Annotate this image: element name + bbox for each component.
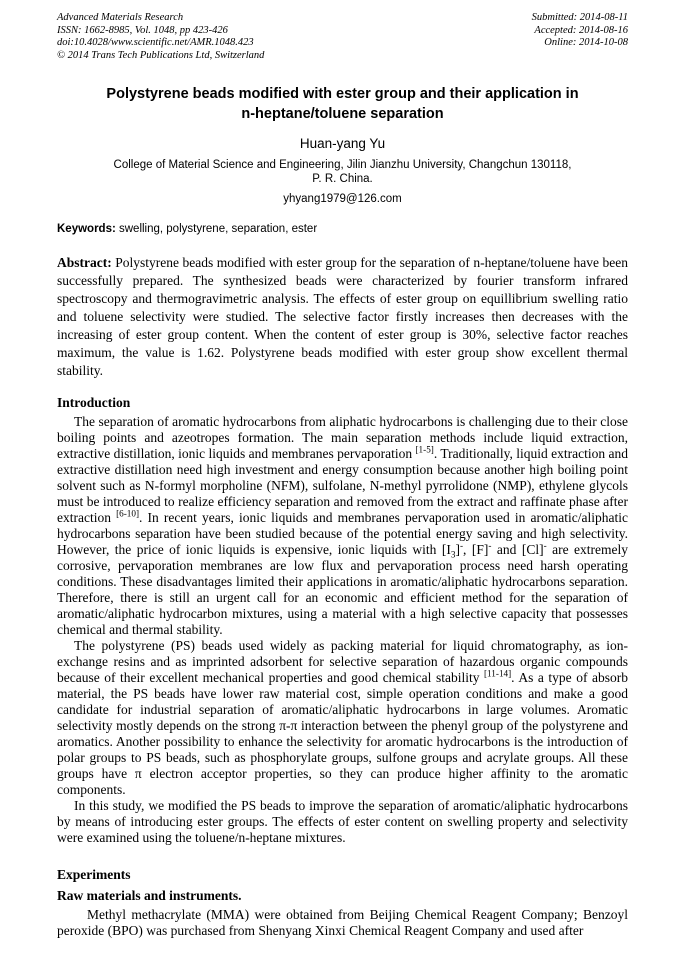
affiliation-line-2: P. R. China. bbox=[312, 172, 373, 185]
paper-title bbox=[57, 84, 628, 124]
submitted-date: Submitted: 2014-08-11 bbox=[531, 12, 628, 23]
journal-header bbox=[57, 12, 628, 63]
introduction-paragraph-1: The separation of aromatic hydrocarbons from aliphatic hydrocarbons is challenging due to their close boiling points and azeotropes formation. The main separation methods include liquid extraction, extractive distillation, ionic liquids and membranes pervaporation [1-5]. Traditionally, liquid extraction and extractive distillation need high investment and energy consumption because another high boiling point solvent such as N-formyl morpholine (NFM), sulfolane, N-methyl pyrrolidone (NMP), ethylene glycols must be introduced to realize efficiency separation and removed from the extract and raffinate phase after extraction [6-10]. In recent years, ionic liquids and membranes pervaporation used in aromatic/aliphatic hydrocarbons separation have been studied because of the potential energy saving and high selectivity. However, the price of ionic liquids is expensive, ionic liquids with $[I_3]^-$, [F]- and [Cl]- are extremely corrosive, pervaporation membranes are low flux and pervaporation process need harsh operating conditions. These disadvantages limited their applications in aromatic/aliphatic hydrocarbons separation. Therefore, there is still an urgent call for an economic and efficient method for the separation of aromatic/aliphatic hydrocarbon mixtures, using a material with a high selective capacity that possesses chemical and thermal stability. bbox=[57, 413, 628, 637]
author-name: Huan-yang Yu bbox=[299, 135, 386, 151]
online-date: Online: 2014-10-08 bbox=[544, 37, 628, 49]
experiments-paragraph-1: Methyl methacrylate (MMA) were obtained from Beijing Chemical Reagent Company; Benzoyl peroxide (BPO) was purchased from Shenyang Xinxi Chemical Reagent Company and used after bbox=[57, 906, 628, 938]
affiliation bbox=[57, 158, 628, 186]
abstract-paragraph: Abstract: Polystyrene beads modified with ester group for the separation of n-heptane/toluene have been successfully prepared. The synthesized beads were characterized by fourier transform infrared spectroscopy and thermogravimetric analysis. The effects of ester group on equillibrium swelling ratio and toluene selectivity were studied. The selective factor firstly increases then decreases with the increasing of ester group content. When the content of ester group is 30%, selective factor reaches maximum, the value is 1.62. Polystyrene beads modified with ester group show excellent thermal stability. bbox=[57, 254, 628, 378]
journal-issn: ISSN: 1662-8985, Vol. 1048, pp 423-426 bbox=[57, 24, 228, 36]
journal-copyright: © 2014 Trans Tech Publications Ltd, Switzerland bbox=[57, 50, 265, 62]
introduction-paragraph-2: The polystyrene (PS) beads used widely as packing material for liquid chromatography, as ion-exchange resins and as imprinted adsorbent for selective separation of hazardous organic compounds because of their excellent mechanical properties and good chemical stability [11-14]. As a type of absorb material, the PS beads have lower raw material cost, simple operation conditions and make a good candidate for industrial separation of aromatic/aliphatic hydrocarbons in large volumes. Aromatic selectivity mostly depends on the strong π-π interaction between the phenyl group of the polystyrene and aromatics. Another possibility to enhance the selectivity for aromatic hydrocarbons is the introduction of polar groups to PS beads, such as phosphorylate groups, sulfone groups and acrylate groups. All these groups have π electron acceptor properties, so they can produce higher affinity to the aromatic components. bbox=[57, 637, 628, 797]
accepted-date: Accepted: 2014-08-16 bbox=[534, 24, 628, 36]
journal-name: Advanced Materials Research bbox=[57, 12, 184, 23]
section-heading-introduction: Introduction bbox=[57, 394, 131, 410]
affiliation-line-1: College of Material Science and Engineering, Jilin Jianzhu University, Changchun 130118, bbox=[113, 158, 572, 171]
journal-info bbox=[57, 12, 264, 63]
paper-title-line-1: Polystyrene beads modified with ester group and their application in bbox=[106, 85, 579, 102]
paper-title-line-2: n-heptane/toluene separation bbox=[241, 105, 444, 122]
section-heading-experiments: Experiments bbox=[57, 866, 131, 882]
introduction-paragraph-3: In this study, we modified the PS beads to improve the separation of aromatic/aliphatic hydrocarbons by means of introducing ester groups. The effects of ester content on swelling property and selectivity were examined using the toluene/n-heptane mixtures. bbox=[57, 797, 628, 845]
keywords-line bbox=[57, 222, 628, 236]
submission-dates bbox=[532, 12, 628, 50]
author-email: yhyang1979@126.com bbox=[283, 192, 402, 205]
journal-doi: doi:10.4028/www.scientific.net/AMR.1048.423 bbox=[57, 37, 254, 49]
keywords-label: Keywords: bbox=[57, 222, 116, 235]
keywords-text: swelling, polystyrene, separation, ester bbox=[115, 222, 318, 235]
subsection-heading-raw-materials: Raw materials and instruments. bbox=[57, 887, 242, 903]
